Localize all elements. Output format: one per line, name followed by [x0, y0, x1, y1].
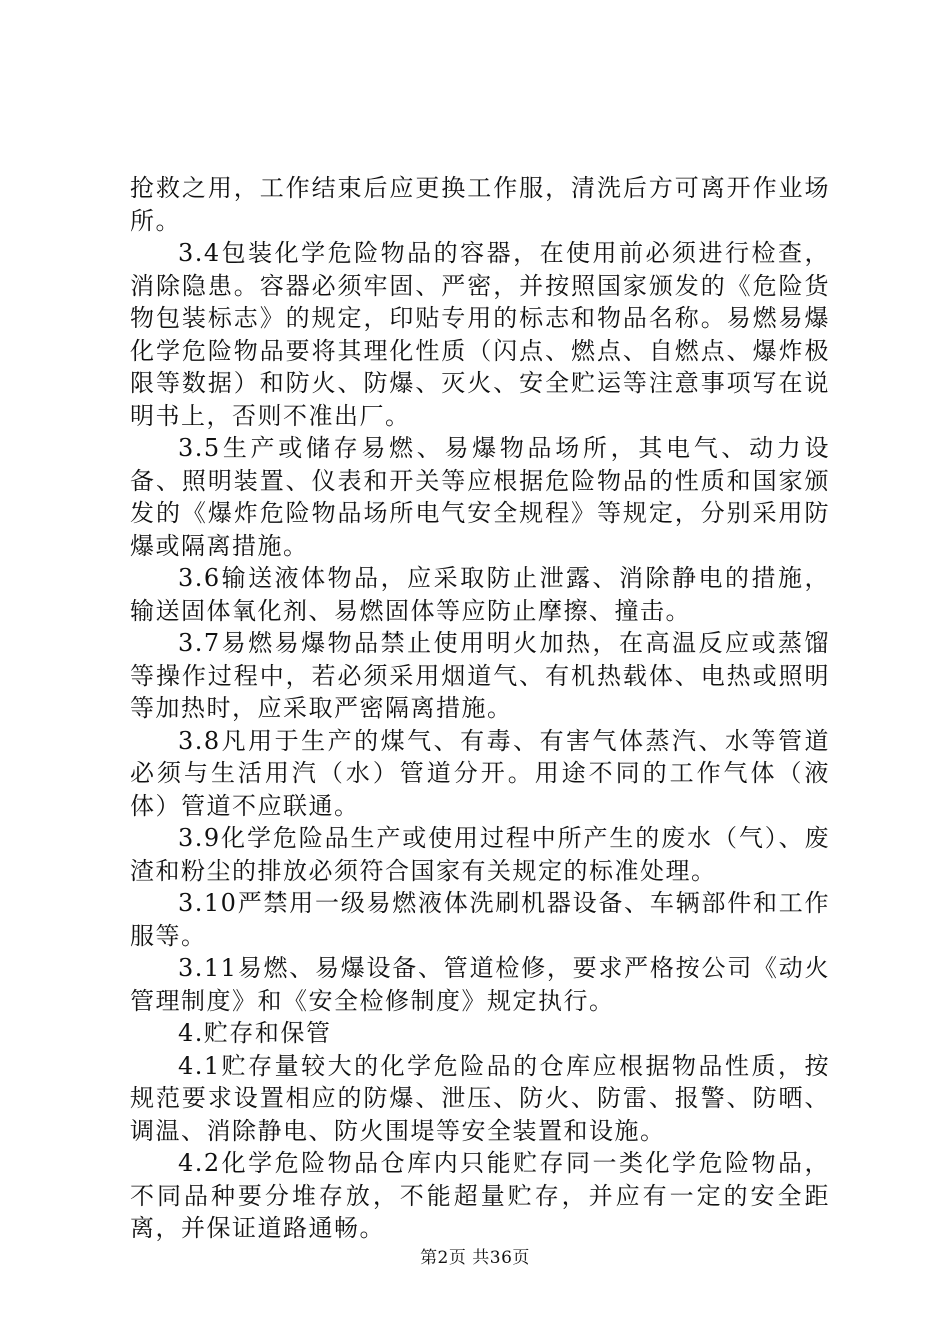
- document-body: [130, 172, 830, 1245]
- paragraph-3-5: 3.5生产或储存易燃、易爆物品场所，其电气、动力设备、照明装置、仪表和开关等应根据危险物品的性质和国家颁发的《爆炸危险物品场所电气安全规程》等规定，分别采用防爆或隔离措施。: [130, 434, 830, 560]
- paragraph-3-4: 3.4包装化学危险物品的容器，在使用前必须进行检查，消除隐患。容器必须牢固、严密，并按照国家颁发的《危险货物包装标志》的规定，印贴专用的标志和物品名称。易燃易爆化学危险物品要将其理化性质（闪点、燃点、自燃点、爆炸极限等数据）和防火、防爆、灭火、安全贮运等注意事项写在说明书上，否则不准出厂。: [130, 239, 830, 430]
- paragraph-3-8: 3.8凡用于生产的煤气、有毒、有害气体蒸汽、水等管道必须与生活用汽（水）管道分开。用途不同的工作气体（液体）管道不应联通。: [130, 726, 830, 820]
- paragraph-3-10: 3.10严禁用一级易燃液体洗刷机器设备、车辆部件和工作服等。: [130, 889, 830, 950]
- section-heading-4: 4.贮存和保管: [178, 1019, 332, 1047]
- paragraph-continuation: 抢救之用，工作结束后应更换工作服，清洗后方可离开作业场所。: [130, 174, 830, 235]
- paragraph-3-6: 3.6输送液体物品，应采取防止泄露、消除静电的措施，输送固体氧化剂、易燃固体等应防止摩擦、撞击。: [130, 564, 830, 625]
- page-footer: 第2页 共36页: [420, 1248, 530, 1268]
- paragraph-3-9: 3.9化学危险品生产或使用过程中所产生的废水（气）、废渣和粉尘的排放必须符合国家有关规定的标准处理。: [130, 824, 830, 885]
- paragraph-3-11: 3.11易燃、易爆设备、管道检修，要求严格按公司《动火管理制度》和《安全检修制度》规定执行。: [130, 954, 830, 1015]
- paragraph-4-1: 4.1贮存量较大的化学危险品的仓库应根据物品性质，按规范要求设置相应的防爆、泄压、防火、防雷、报警、防晒、调温、消除静电、防火围堤等安全装置和设施。: [130, 1051, 830, 1145]
- paragraph-4-2: 4.2化学危险物品仓库内只能贮存同一类化学危险物品，不同品种要分堆存放，不能超量贮存，并应有一定的安全距离，并保证道路通畅。: [130, 1149, 830, 1242]
- paragraph-3-7: 3.7易燃易爆物品禁止使用明火加热，在高温反应或蒸馏等操作过程中，若必须采用烟道气、有机热载体、电热或照明等加热时，应采取严密隔离措施。: [130, 629, 830, 722]
